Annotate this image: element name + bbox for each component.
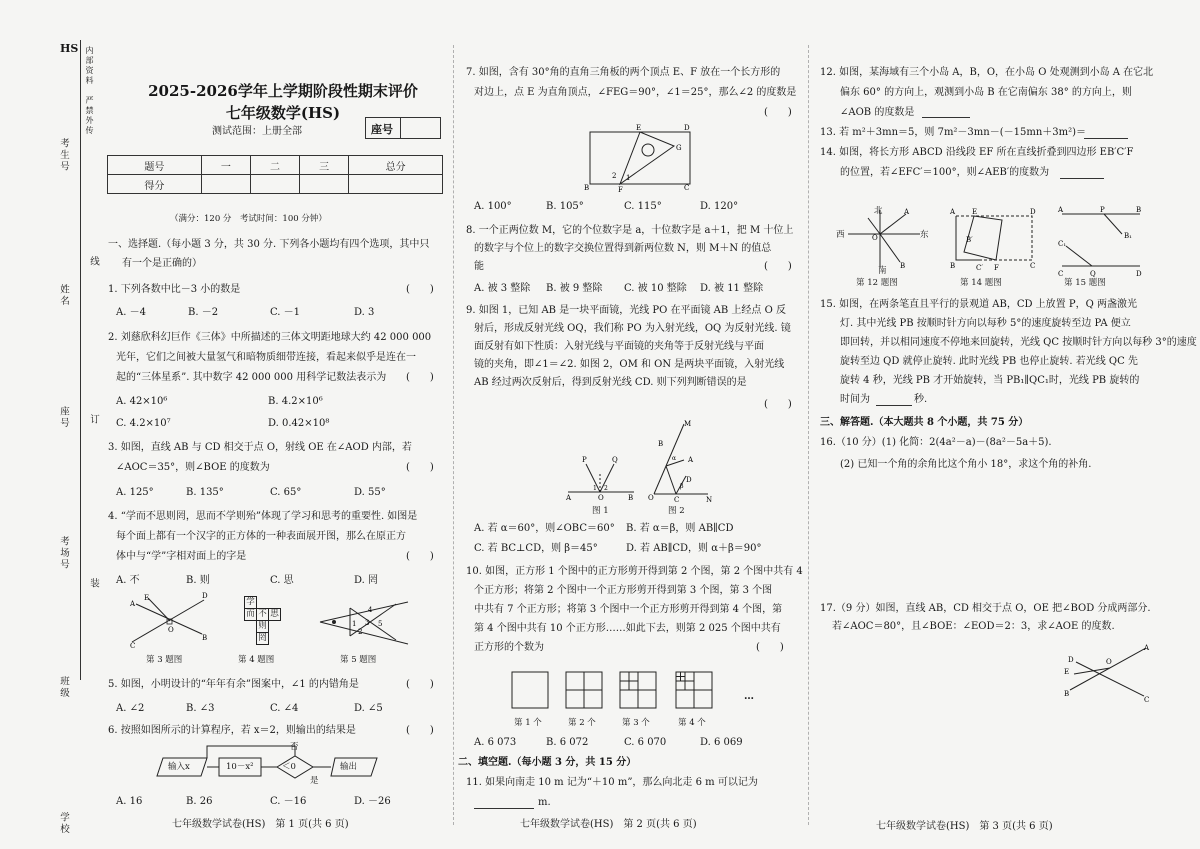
q9-option: B. 若 α＝β，则 AB∥CD (626, 523, 734, 534)
net-cell: 学 (244, 596, 257, 609)
net-cell: 则 (256, 620, 269, 633)
svg-text:N: N (706, 496, 713, 504)
q5-stem: 5. 如图，小明设计的“年年有余”图案中，∠1 的内错角是 (108, 679, 359, 690)
compass-west: 西 (836, 230, 845, 240)
q4-option: B. 则 (186, 575, 210, 586)
svg-text:C: C (1030, 262, 1036, 270)
q4-option: C. 思 (270, 575, 294, 586)
svg-text:E: E (636, 124, 642, 132)
q4-stem: 4. “学而不思则罔，思而不学则殆”体现了学习和思考的重要性. 如图是 (108, 511, 418, 522)
q7-stem: 7. 如图，含有 30°角的直角三角板的两个顶点 E、F 放在一个长方形的 (466, 67, 781, 78)
column-separator (808, 45, 809, 825)
section-1-heading: 一、选择题.（每小题 3 分，共 30 分. 下列各小题均有四个选项，其中只 (108, 239, 430, 250)
q5-option: D. ∠5 (354, 703, 383, 714)
svg-text:4: 4 (368, 606, 373, 614)
svg-text:D: D (684, 124, 690, 132)
q15-answer-blank[interactable] (876, 405, 912, 406)
q8-option: D. 被 11 整除 (700, 283, 764, 294)
svg-text:D: D (202, 592, 208, 600)
score-cell[interactable] (250, 175, 299, 194)
q9-option: D. 若 AB∥CD，则 α＋β＝90° (626, 543, 762, 554)
column-separator (453, 45, 454, 825)
svg-text:C: C (1144, 696, 1150, 704)
binding-name: 姓名 (58, 284, 69, 307)
q17-stem: 若∠AOC＝80°，且∠BOE：∠EOD＝2：3，求∠AOE 的度数. (832, 621, 1115, 632)
q7-option: A. 100° (474, 201, 512, 212)
svg-text:O: O (872, 234, 878, 242)
svg-text:B: B (658, 440, 664, 448)
q5-option: B. ∠3 (186, 703, 215, 714)
figure-q9-2-caption: 图 2 (668, 506, 685, 516)
score-header: 二 (250, 156, 299, 175)
q15-stem: 即回转，并以相同速度不停地来回旋转，光线 QC 按顺时针方向以每秒 3°的速度 (840, 337, 1197, 348)
q6-option: B. 26 (186, 796, 213, 807)
score-header: 三 (300, 156, 349, 175)
q10-option: C. 6 070 (624, 737, 667, 748)
q15-unit: 秒. (914, 394, 928, 405)
square-caption: 第 3 个 (622, 718, 650, 728)
page-footer: 七年级数学试卷(HS) 第 3 页(共 6 页) (876, 821, 1053, 832)
q7-option: D. 120° (700, 201, 739, 212)
q1-option: B. －2 (188, 307, 219, 318)
svg-text:C′: C′ (976, 264, 983, 272)
figure-q10-squares (508, 668, 748, 714)
svg-text:2: 2 (358, 628, 363, 636)
q12-stem: 12. 如图，某海域有三个小岛 A，B，O，在小岛 O 处观测到小岛 A 在它北 (820, 67, 1154, 78)
q3-stem: ∠AOC＝35°，则∠BOE 的度数为 (116, 462, 270, 473)
q9-stem: 射后，形成反射光线 OQ，我们称 PO 为入射光线，OQ 为反射光线. 镜 (474, 323, 791, 334)
score-cell[interactable] (300, 175, 349, 194)
svg-text:β: β (680, 483, 684, 490)
q17-answer-area[interactable] (820, 706, 1190, 806)
svg-text:5: 5 (378, 620, 383, 628)
figure-q9-1 (566, 452, 636, 502)
q9-answer-paren[interactable]: ( ) (764, 399, 792, 410)
svg-text:B: B (202, 634, 208, 642)
figure-q9-1-caption: 图 1 (592, 506, 609, 516)
q1-answer-paren[interactable]: ( ) (406, 284, 434, 295)
q17-stem: 17.（9 分）如图，直线 AB，CD 相交于点 O，OE 把∠BOD 分成两部分. (820, 603, 1151, 614)
svg-text:F: F (618, 186, 623, 194)
q2-option: D. 0.42×10⁸ (268, 418, 330, 429)
seat-box (365, 117, 441, 139)
q1-option: D. 3 (354, 307, 375, 318)
q10-stem: 正方形的个数为 (474, 642, 544, 653)
score-cell[interactable] (349, 175, 443, 194)
svg-text:C: C (130, 642, 136, 650)
q9-stem: AB 经过两次反射后，得到反射光线 CD. 则下列判断错误的是 (474, 377, 747, 388)
square-caption: 第 2 个 (568, 718, 596, 728)
svg-text:D: D (1030, 208, 1036, 216)
q10-stem: 第 4 个图中共有 10 个正方形……如此下去，则第 2 025 个图中共有 (474, 623, 781, 634)
q6-stem: 6. 按照如图所示的计算程序，若 x＝2，则输出的结果是 (108, 725, 356, 736)
score-cell[interactable] (201, 175, 250, 194)
flow-condition: ＜0 (282, 762, 296, 772)
internal-note: 内部资料 严禁外传 (85, 46, 94, 136)
q11-unit: m. (538, 797, 551, 808)
figure-q17 (1064, 640, 1154, 704)
figure-q7 (584, 124, 696, 194)
q1-stem: 1. 下列各数中比－3 小的数是 (108, 284, 241, 295)
figure-q4-net (236, 596, 278, 652)
q10-stem: 中共有 7 个正方形；将第 3 个图中一个正方形剪开得到第 4 个图，第 (474, 604, 783, 615)
q16-part2: (2) 已知一个角的余角比这个角小 18°，求这个角的补角. (840, 459, 1092, 470)
svg-text:A: A (1144, 644, 1150, 652)
q6-option: C. －16 (270, 796, 307, 807)
q3-answer-paren[interactable]: ( ) (406, 462, 434, 473)
binding-line (80, 40, 81, 680)
q1-option: A. －4 (116, 307, 146, 318)
svg-text:A: A (130, 600, 136, 608)
q14-answer-blank[interactable] (1060, 178, 1104, 179)
svg-text:B: B (1064, 690, 1070, 698)
exam-range: 测试范围：上册全部 (212, 126, 302, 137)
q15-stem: 灯. 其中光线 PB 按顺时针方向以每秒 5°的速度旋转至边 PA 便立 (840, 318, 1131, 329)
q12-stem: 偏东 60° 的方向上，观测到小岛 B 在它南偏东 38° 的方向上，则 (840, 87, 1132, 98)
svg-text:C₁: C₁ (1058, 240, 1067, 248)
svg-text:B: B (1136, 206, 1142, 214)
svg-text:P: P (582, 456, 587, 464)
compass-north: 北 (874, 206, 883, 216)
figure-q12 (842, 208, 934, 274)
q2-stem: 起的“三体星系”. 其中数字 42 000 000 用科学记数法表示为 (116, 372, 387, 383)
svg-text:A: A (566, 494, 572, 502)
score-header: 一 (201, 156, 250, 175)
compass-east: 东 (920, 230, 929, 240)
svg-text:1: 1 (626, 174, 631, 182)
q9-stem: 面反射有如下性质：入射光线与平面镜的夹角等于反射光线与平面 (474, 341, 764, 352)
q8-stem: 能 (474, 261, 484, 272)
binding-exam-no: 考生号 (58, 138, 69, 173)
net-cell: 而 (244, 608, 257, 621)
section-3-heading: 三、解答题.（本大题共 8 个小题，共 75 分） (820, 417, 1029, 428)
q10-option: D. 6 069 (700, 737, 743, 748)
flow-input: 输入x (168, 762, 190, 772)
svg-text:G: G (676, 144, 682, 152)
q8-option: A. 被 3 整除 (474, 283, 531, 294)
svg-text:F: F (994, 264, 999, 272)
q6-option: A. 16 (116, 796, 143, 807)
q2-stem: 2. 刘慈欣科幻巨作《三体》中所描述的三体文明距地球大约 42 000 000 (108, 332, 432, 343)
svg-text:1: 1 (352, 620, 357, 628)
q15-stem: 15. 如图，在两条笔直且平行的景观道 AB，CD 上放置 P，Q 两盏激光 (820, 299, 1137, 310)
svg-text:E: E (972, 208, 978, 216)
q4-answer-paren[interactable]: ( ) (406, 551, 434, 562)
compass-south: 南 (878, 266, 887, 276)
section-2-heading: 二、填空题.（每小题 3 分，共 15 分） (458, 757, 637, 768)
q8-stem: 的数字与个位上的数字交换位置得到新两位数 N，则 M＋N 的值总 (474, 243, 772, 254)
q4-option: A. 不 (116, 575, 140, 586)
q9-stem: 9. 如图 1，已知 AB 是一块平面镜，光线 PO 在平面镜 AB 上经点 O 反 (466, 305, 786, 316)
figure-q5 (318, 598, 410, 648)
exam-subtitle: 七年级数学(HS) (225, 104, 341, 122)
figure-q4-caption: 第 4 题图 (238, 655, 275, 665)
q10-stem: 10. 如图，正方形 1 个图中的正方形剪开得到第 2 个图，第 2 个图中共有 4 (466, 566, 803, 577)
svg-text:α: α (672, 455, 677, 462)
svg-text:A: A (950, 208, 956, 216)
q8-answer-paren[interactable]: ( ) (764, 261, 792, 272)
figure-q3-caption: 第 3 题图 (146, 655, 183, 665)
flow-yes: 是 (310, 776, 319, 786)
svg-text:A: A (1058, 206, 1064, 214)
svg-text:C: C (674, 496, 680, 504)
q15-stem: 旋转 4 秒，光线 PB 才开始旋转，当 PB₁∥QC₁时，光线 PB 旋转的 (840, 375, 1140, 386)
svg-text:O: O (598, 494, 604, 502)
q10-answer-paren[interactable]: ( ) (756, 642, 784, 653)
q15-stem: 时间为 (840, 394, 870, 405)
q11-stem: 11. 如果向南走 10 m 记为“＋10 m”，那么向北走 6 m 可以记为 (466, 777, 758, 788)
svg-text:2: 2 (604, 485, 608, 492)
binding-seat: 座号 (58, 406, 69, 429)
exam-title: 2025-2026学年上学期阶段性期末评价 (148, 82, 418, 100)
q7-stem: 对边上，点 E 为直角顶点，∠FEG＝90°，∠1＝25°，那么∠2 的度数是 (474, 87, 797, 98)
svg-text:P: P (1100, 206, 1105, 214)
q3-option: B. 135° (186, 487, 224, 498)
q3-option: C. 65° (270, 487, 302, 498)
q8-option: B. 被 9 整除 (546, 283, 603, 294)
full-marks: （满分：120 分 考试时间：100 分钟） (170, 214, 327, 224)
svg-text:B: B (900, 262, 906, 270)
svg-text:D: D (1136, 270, 1142, 278)
q6-answer-paren[interactable]: ( ) (406, 725, 434, 736)
q13-answer-blank[interactable] (1084, 138, 1128, 139)
q14-stem: 的位置，若∠EFC′＝100°，则∠AEB′的度数为 (840, 167, 1050, 178)
q7-option: B. 105° (546, 201, 584, 212)
q10-option: B. 6 072 (546, 737, 589, 748)
figure-q15-caption: 第 15 题图 (1064, 278, 1106, 288)
svg-text:O: O (1106, 658, 1112, 666)
svg-text:1: 1 (593, 485, 597, 492)
q2-option: C. 4.2×10⁷ (116, 418, 171, 429)
q1-option: C. －1 (270, 307, 301, 318)
q12-answer-blank[interactable] (922, 117, 970, 118)
score-row-label: 得分 (108, 175, 202, 194)
svg-text:O: O (648, 494, 654, 502)
svg-text:B: B (628, 494, 634, 502)
section-1-heading-cont: 有一个是正确的） (122, 258, 202, 269)
figure-q5-caption: 第 5 题图 (340, 655, 377, 665)
svg-text:Q: Q (612, 456, 618, 464)
q9-option: C. 若 BC⊥CD，则 β＝45° (474, 543, 598, 554)
figure-q14-caption: 第 14 题图 (960, 278, 1002, 288)
q9-stem: 镜的夹角，即∠1＝∠2. 如图 2，OM 和 ON 是两块平面镜，入射光线 (474, 359, 785, 370)
figure-q14 (950, 208, 1040, 274)
q4-option: D. 罔 (354, 575, 379, 586)
figure-q15 (1058, 206, 1144, 276)
svg-text:2: 2 (612, 172, 617, 180)
score-header: 总分 (349, 156, 443, 175)
q10-option: A. 6 073 (474, 737, 517, 748)
figure-q3 (130, 592, 210, 648)
flow-output: 输出 (340, 762, 358, 772)
svg-text:B₁: B₁ (1124, 232, 1132, 240)
q2-stem: 光年，它们之间被大量氢气和暗物质细带连接，看起来似乎是连在一 (116, 352, 416, 363)
seat-label: 座号 (371, 123, 393, 136)
net-cell: 罔 (256, 632, 269, 645)
q2-option: A. 42×10⁶ (116, 396, 168, 407)
q4-stem: 体中与“学”字相对面上的字是 (116, 551, 247, 562)
square-caption: 第 1 个 (514, 718, 542, 728)
hs-mark: HS (60, 42, 79, 55)
binding-school: 学校 (58, 812, 69, 835)
svg-text:C: C (684, 184, 690, 192)
q5-answer-paren[interactable]: ( ) (406, 679, 434, 690)
page-footer: 七年级数学试卷(HS) 第 2 页(共 6 页) (520, 819, 697, 830)
svg-text:D: D (1068, 656, 1074, 664)
figure-q9-2 (648, 420, 714, 504)
q8-stem: 8. 一个正两位数 M，它的个位数字是 a，十位数字是 a＋1，把 M 十位上 (466, 225, 794, 236)
svg-text:3: 3 (365, 619, 370, 627)
score-table (107, 155, 443, 194)
net-cell: 思 (268, 608, 281, 621)
q6-option: D. －26 (354, 796, 391, 807)
svg-text:E: E (144, 594, 150, 602)
q4-stem: 每个面上都有一个汉字的正方体的一种表面展开图，那么在原正方 (116, 531, 406, 542)
q15-stem: 旋转至边 QD 就停止旋转. 此时光线 PB 也停止旋转. 若光线 QC 先 (840, 356, 1138, 367)
q14-stem: 14. 如图，将长方形 ABCD 沿线段 EF 所在直线折叠到四边形 EB′C′F (820, 147, 1134, 158)
binding-line-mark: 线 (88, 256, 99, 268)
q5-option: A. ∠2 (116, 703, 145, 714)
svg-text:B′: B′ (966, 236, 973, 244)
svg-text:Q: Q (1090, 270, 1096, 278)
q5-option: C. ∠4 (270, 703, 299, 714)
q3-option: D. 55° (354, 487, 386, 498)
page-footer: 七年级数学试卷(HS) 第 1 页(共 6 页) (172, 819, 349, 830)
q7-answer-paren[interactable]: ( ) (764, 107, 792, 118)
svg-text:B: B (950, 262, 956, 270)
q16-answer-area[interactable] (820, 478, 1190, 596)
svg-text:D: D (686, 476, 692, 484)
svg-text:E: E (1064, 668, 1070, 676)
q16-part1: 16.（10 分）(1) 化简：2(4a²－a)－(8a²－5a＋5). (820, 437, 1052, 448)
svg-text:A: A (688, 456, 694, 464)
q9-option: A. 若 α＝60°，则∠OBC＝60° (474, 523, 615, 534)
q3-stem: 3. 如图，直线 AB 与 CD 相交于点 O，射线 OE 在∠AOD 内部，若 (108, 442, 412, 453)
figure-q12-caption: 第 12 题图 (856, 278, 898, 288)
q7-option: C. 115° (624, 201, 662, 212)
q11-answer-blank[interactable] (474, 808, 534, 809)
net-cell: 不 (256, 608, 269, 621)
svg-text:B: B (584, 184, 590, 192)
svg-text:A: A (904, 208, 910, 216)
svg-text:C: C (1058, 270, 1064, 278)
flow-calc: 10－x² (226, 762, 254, 772)
q12-stem: ∠AOB 的度数是 (840, 107, 915, 118)
q2-option: B. 4.2×10⁶ (268, 396, 323, 407)
svg-text:O: O (168, 626, 174, 634)
q13-stem: 13. 若 m²＋3mn＝5，则 7m²－3mn－(－15mn＋3m²)＝ (820, 127, 1087, 138)
flow-no: 否 (290, 742, 299, 752)
binding-bind-mark: 装 (88, 578, 99, 590)
binding-order-mark: 订 (88, 414, 99, 426)
q10-ellipsis: … (744, 691, 754, 702)
score-header: 题号 (108, 156, 202, 175)
q8-option: C. 被 10 整除 (624, 283, 687, 294)
svg-text:M: M (684, 420, 692, 428)
square-caption: 第 4 个 (678, 718, 706, 728)
q2-answer-paren[interactable]: ( ) (406, 372, 434, 383)
q3-option: A. 125° (116, 487, 154, 498)
binding-exam-room: 考场号 (58, 536, 69, 571)
binding-class: 班级 (58, 676, 69, 699)
q10-stem: 个正方形；将第 2 个图中一个正方形剪开得到第 3 个图，第 3 个图 (474, 585, 773, 596)
